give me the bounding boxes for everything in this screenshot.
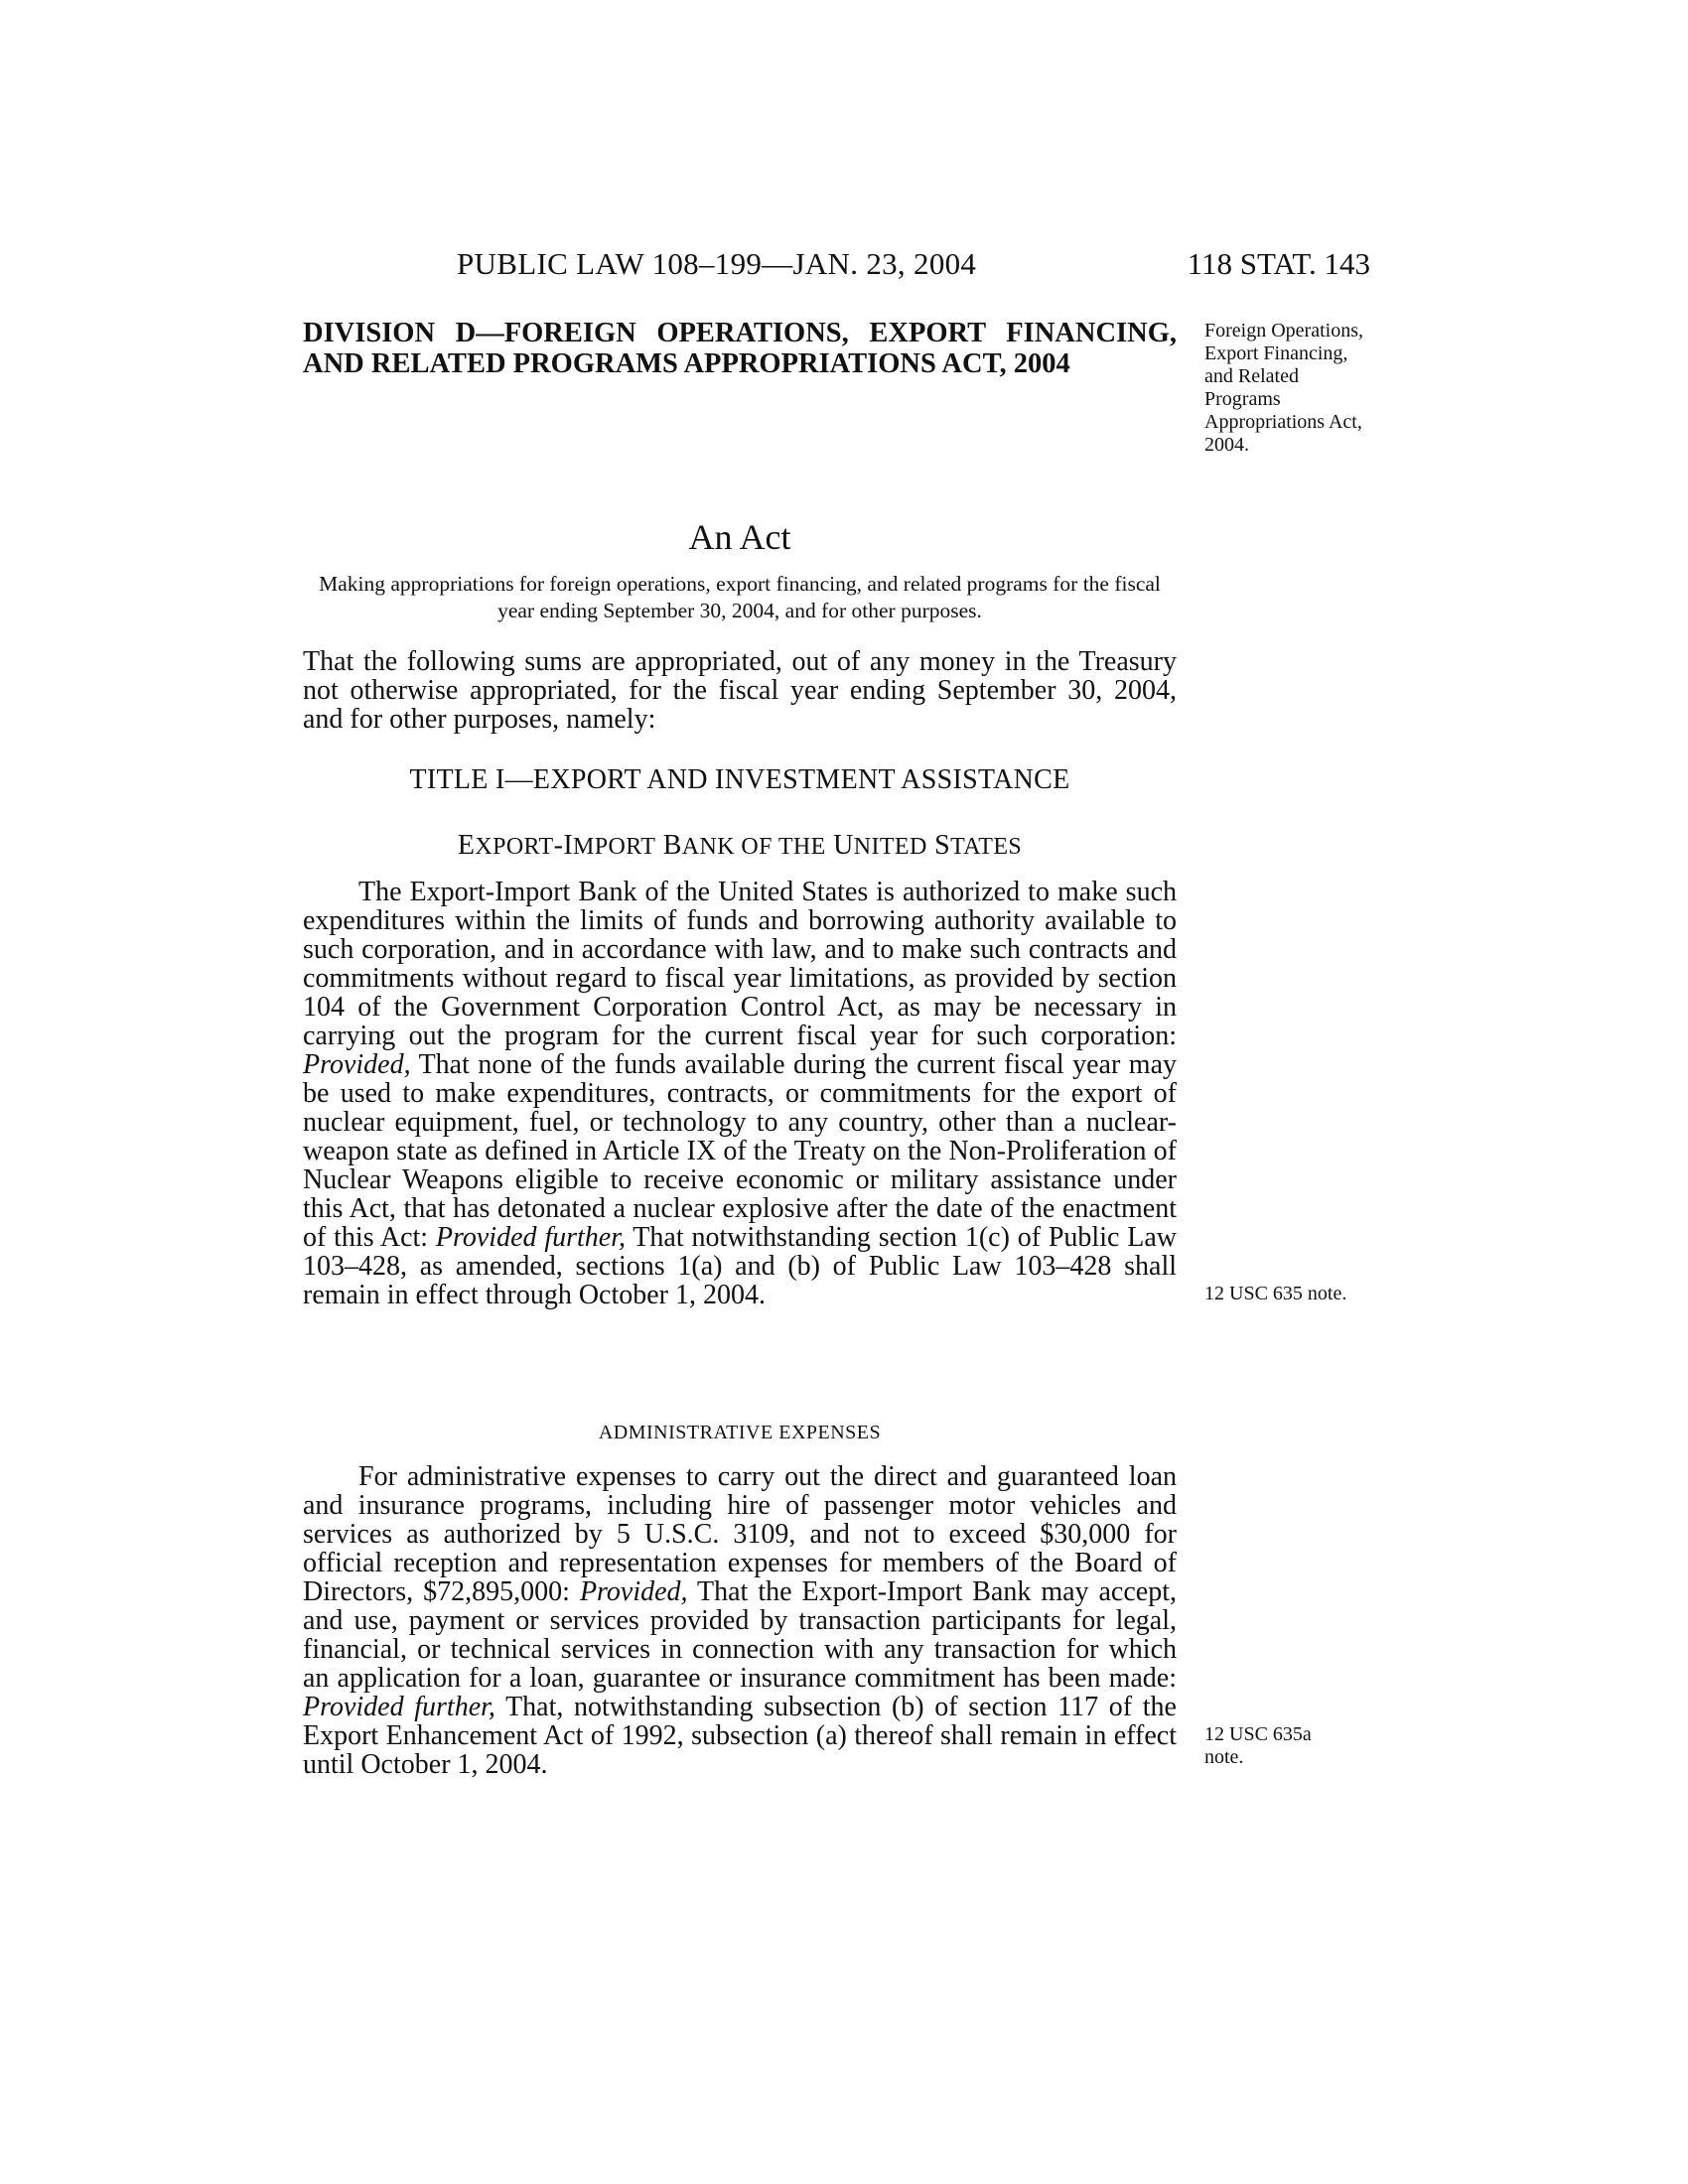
proviso-1: Provided,: [303, 1049, 411, 1080]
margin-note-division: Foreign Operations, Export Financing, and Related Programs Appropriations Act, 2004.: [1204, 320, 1363, 456]
bank-heading-part: XPORT: [475, 834, 554, 860]
bank-heading-part: MPORT: [573, 834, 656, 860]
margin-note-usc-635a: 12 USC 635a note.: [1204, 1723, 1312, 1768]
admin-proviso-2: Provided further,: [303, 1692, 495, 1722]
act-description: Making appropriations for foreign operations, export financing, and related programs for the fiscal year ending September 30, 2004, and for other purposes.: [319, 572, 1161, 622]
bank-heading-part: E: [457, 830, 476, 861]
bank-text-3: That notwithstanding section 1(c) of Public Law 103–428, as amended, sections 1(a) and (b) of Public Law 103–428 shall remain in effect through October 1, 2004.: [303, 1222, 1177, 1310]
bank-heading-part: B: [655, 830, 682, 861]
bank-heading-part: S: [926, 830, 951, 861]
admin-proviso-1: Provided,: [579, 1576, 688, 1607]
bank-paragraph: [303, 878, 1177, 1309]
running-header: PUBLIC LAW 108–199—JAN. 23, 2004: [457, 246, 977, 281]
bank-heading-part: NITED: [853, 834, 927, 860]
admin-paragraph: [303, 1462, 1177, 1779]
admin-expenses-heading: ADMINISTRATIVE EXPENSES: [598, 1422, 882, 1443]
admin-text-3: That, notwithstanding subsection (b) of section 117 of the Export Enhancement Act of 1992, subsection (a) thereof shall remain in effect until October 1, 2004.: [303, 1692, 1177, 1780]
bank-heading-part: ANK OF THE: [681, 834, 826, 860]
act-heading: An Act: [688, 517, 791, 557]
bank-heading-part: U: [825, 830, 854, 861]
proviso-2: Provided further,: [435, 1222, 626, 1253]
bank-heading-part: TATES: [950, 834, 1023, 860]
enacting-clause: That the following sums are appropriated, out of any money in the Treasury not otherwise appropriated, for the fiscal year ending September 30, 2004, and for other purposes, namely:: [303, 646, 1177, 735]
bank-text-1: The Export-Import Bank of the United States is authorized to make such expenditures within the limits of funds and borrowing authority available to such corporation, and in accordance with law, and to make such contracts and commitments without regard to fiscal year limitations, as provided by section 104 of the Government Corporation Control Act, as may be necessary in carrying out the program for the current fiscal year for such corporation:: [303, 877, 1177, 1051]
admin-text-1: For administrative expenses to carry out the direct and guaranteed loan and insurance programs, including hire of passenger motor vehicles and services as authorized by 5 U.S.C. 3109, and not to exceed $30,000 for official reception and representation expenses for members of the Board of Directors, $72,895,000:: [303, 1461, 1177, 1607]
division-title: DIVISION D—FOREIGN OPERATIONS, EXPORT FINANCING, AND RELATED PROGRAMS APPROPRIATIONS ACT, 2004: [303, 318, 1177, 379]
title-heading: TITLE I—EXPORT AND INVESTMENT ASSISTANCE: [409, 764, 1070, 795]
admin-text-2: That the Export-Import Bank may accept, and use, payment or services provided by transaction participants for legal, financial, or technical services in connection with any transaction for which an application for a loan, guarantee or insurance commitment has been made:: [303, 1576, 1177, 1694]
margin-note-usc-635: 12 USC 635 note.: [1204, 1283, 1347, 1304]
bank-text-2: That none of the funds available during the current fiscal year may be used to make expenditures, contracts, or commitments for the export of nuclear equipment, fuel, or technology to any country, other than a nuclear-weapon state as defined in Article IX of the Treaty on the Non-Proliferation of Nuclear Weapons eligible to receive economic or military assistance under this Act, that has detonated a nuclear explosive after the date of the enactment of this Act:: [303, 1049, 1177, 1253]
bank-heading: [303, 830, 1177, 862]
page-citation: 118 STAT. 143: [1187, 246, 1370, 281]
bank-heading-part: -I: [553, 830, 574, 861]
